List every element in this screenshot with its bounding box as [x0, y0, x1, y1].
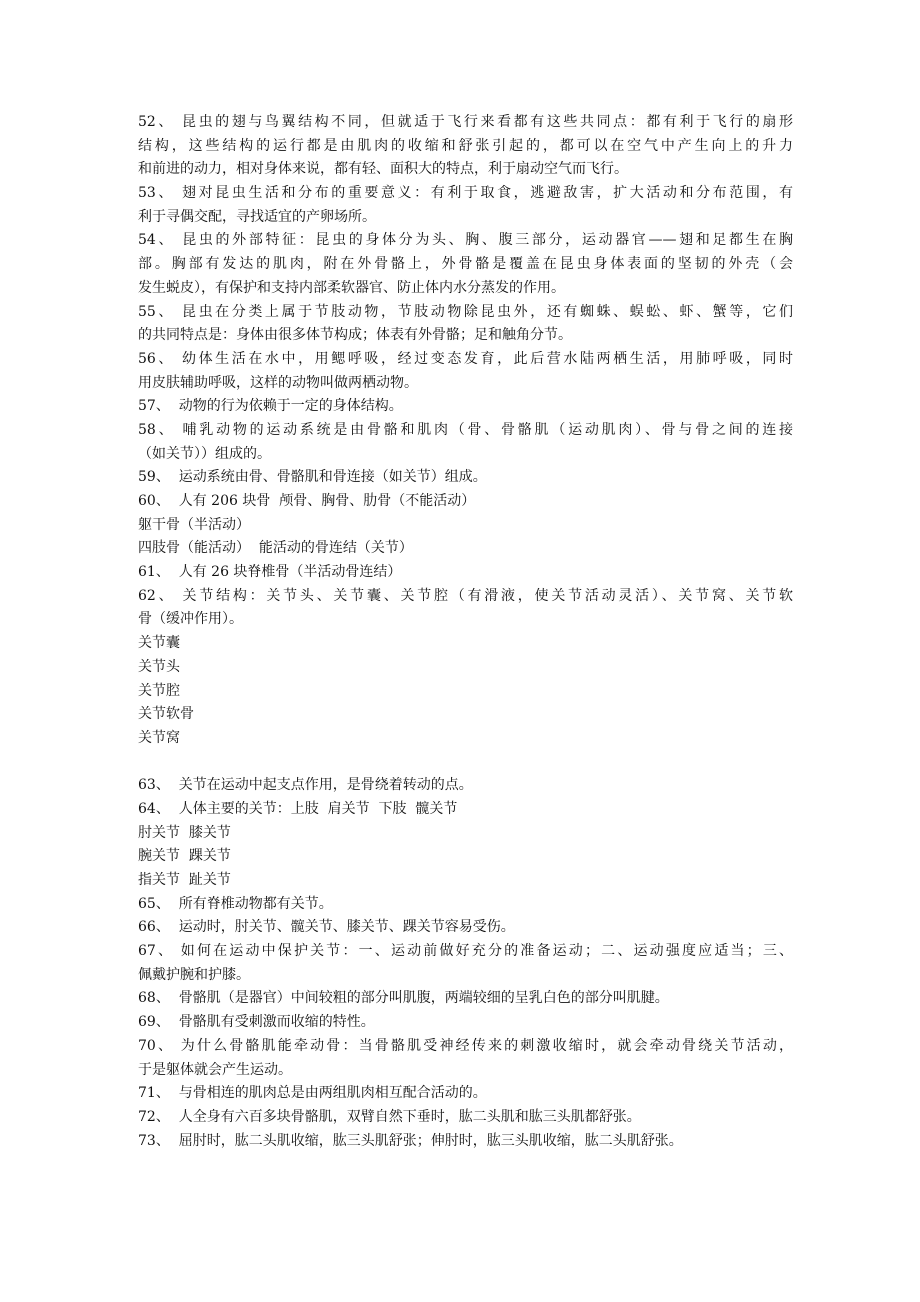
text-line: 关节腔 [138, 682, 180, 699]
text-line: 指关节 趾关节 [138, 872, 231, 888]
text-line: 关节窝 [138, 729, 180, 746]
text-line: 部。胸部有发达的肌肉，附在外骨骼上，外骨骼是覆盖在昆虫身体表面的坚韧的外壳（会 [138, 256, 793, 273]
text-line: 关节软骨 [138, 706, 194, 723]
text-line: 55、 昆虫在分类上属于节肢动物，节肢动物除昆虫外，还有蜘蛛、蜈蚣、虾、蟹等，它们 [138, 303, 793, 320]
text-line: 65、 所有脊椎动物都有关节。 [138, 895, 333, 912]
text-line: 70、 为什么骨骼肌能牵动骨：当骨骼肌受神经传来的刺激收缩时，就会牵动骨绕关节活动， [138, 1037, 793, 1054]
text-line: 肘关节 膝关节 [138, 824, 231, 841]
text-line: 关节囊 [138, 635, 180, 652]
text-line: 佩戴护腕和护膝。 [138, 966, 250, 983]
text-line: 四肢骨（能活动） 能活动的骨连结（关节） [138, 540, 413, 557]
text-line: 53、 翅对昆虫生活和分布的重要意义：有利于取食，逃避敌害，扩大活动和分布范围，有 [138, 185, 793, 202]
text-line: 62、 关节结构：关节头、关节囊、关节腔（有滑液，使关节活动灵活）、关节窝、关节软 [138, 587, 793, 604]
text-line: 躯干骨（半活动） [138, 516, 250, 533]
text-line: 67、 如何在运动中保护关节：一、运动前做好充分的准备运动；二、运动强度应适当；三、 [138, 943, 793, 960]
text-line: 用皮肤辅助呼吸，这样的动物叫做两栖动物。 [138, 374, 418, 391]
text-line: 关节头 [138, 658, 180, 675]
text-line: 72、 人全身有六百多块骨骼肌，双臂自然下垂时，肱二头肌和肱三头肌都舒张。 [138, 1108, 641, 1125]
text-line: 59、 运动系统由骨、骨骼肌和骨连接（如关节）组成。 [138, 469, 487, 486]
text-line: 68、 骨骼肌（是器官）中间较粗的部分叫肌腹，两端较细的呈乳白色的部分叫肌腱。 [138, 990, 669, 1007]
blank-line [138, 751, 793, 775]
text-line: （如关节））组成的。 [138, 445, 271, 462]
text-line: 66、 运动时，肘关节、髋关节、膝关节、踝关节容易受伤。 [138, 919, 515, 936]
text-line: 发生蜕皮），有保护和支持内部柔软器官、防止体内水分蒸发的作用。 [138, 279, 565, 296]
text-line: 的共同特点是：身体由很多体节构成；体表有外骨骼；足和触角分节。 [138, 327, 572, 344]
text-line: 和前进的动力，相对身体来说，都有轻、面积大的特点，利于扇动空气而飞行。 [138, 161, 628, 178]
text-line: 57、 动物的行为依赖于一定的身体结构。 [138, 398, 403, 415]
text-line: 腕关节 踝关节 [138, 848, 231, 865]
text-line: 56、 幼体生活在水中，用鳃呼吸，经过变态发育，此后营水陆两栖生活，用肺呼吸，同时 [138, 350, 793, 367]
text-line: 利于寻偶交配，寻找适宜的产卵场所。 [138, 208, 376, 225]
text-line: 60、 人有 206 块骨 颅骨、胸骨、肋骨（不能活动） [138, 493, 476, 509]
text-line: 69、 骨骼肌有受刺激而收缩的特性。 [138, 1014, 375, 1031]
text-line: 63、 关节在运动中起支点作用，是骨绕着转动的点。 [138, 777, 473, 794]
text-line: 52、 昆虫的翅与鸟翼结构不同，但就适于飞行来看都有这些共同点：都有利于飞行的扇形 [138, 114, 793, 130]
text-line: 54、 昆虫的外部特征：昆虫的身体分为头、胸、腹三部分，运动器官——翅和足都生在胸 [138, 232, 793, 249]
document-page [138, 111, 793, 1153]
text-line: 骨（缓冲作用）。 [138, 611, 243, 628]
text-line: 71、 与骨相连的肌肉总是由两组肌肉相互配合活动的。 [138, 1085, 487, 1102]
text-line: 73、 屈肘时，肱二头肌收缩，肱三头肌舒张；伸肘时，肱三头肌收缩，肱二头肌舒张。 [138, 1132, 683, 1149]
text-line: 61、 人有 26 块脊椎骨（半活动骨连结） [138, 564, 402, 581]
text-line: 结构，这些结构的运行都是由肌肉的收缩和舒张引起的，都可以在空气中产生向上的升力 [138, 137, 793, 154]
text-line: 58、 哺乳动物的运动系统是由骨骼和肌肉（骨、骨骼肌（运动肌肉）、骨与骨之间的连接 [138, 421, 793, 438]
text-line: 于是躯体就会产生运动。 [138, 1061, 292, 1078]
text-line: 64、 人体主要的关节：上肢 肩关节 下肢 髋关节 [138, 800, 458, 817]
